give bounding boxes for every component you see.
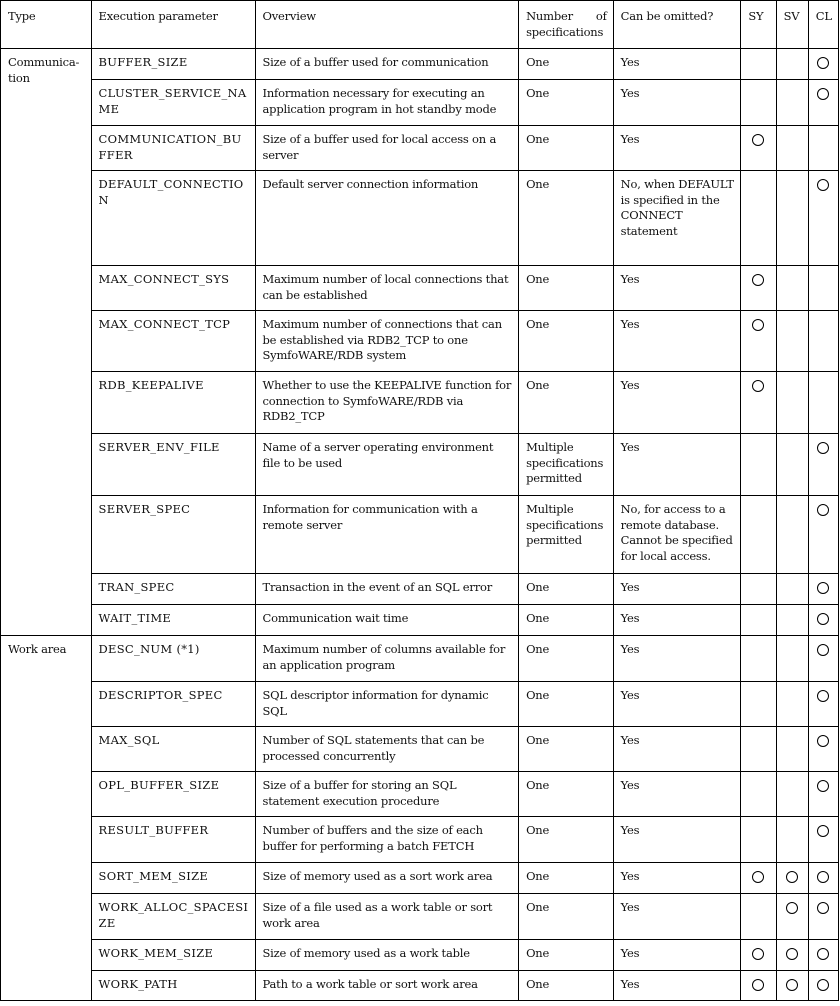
overview-cell: Size of memory used as a work table: [255, 940, 519, 971]
can-be-omitted-cell: Yes: [613, 605, 741, 636]
table-row: [1, 496, 839, 574]
can-be-omitted-cell: Yes: [613, 817, 741, 863]
sy-cell: [741, 772, 776, 817]
can-be-omitted-cell: Yes: [613, 863, 741, 894]
number-of-specifications-cell: One: [519, 772, 614, 817]
cl-cell: [808, 80, 838, 126]
overview-cell: Size of a buffer used for communication: [255, 49, 519, 80]
sv-cell: [776, 605, 808, 636]
parameter-cell: DESCRIPTOR_SPEC: [91, 682, 255, 727]
can-be-omitted-cell: Yes: [613, 49, 741, 80]
can-be-omitted-cell: Yes: [613, 971, 741, 1001]
header-overview: Overview: [255, 1, 519, 49]
sy-cell: [741, 863, 776, 894]
circle-mark-icon: [817, 948, 829, 960]
cl-cell: [808, 311, 838, 372]
can-be-omitted-cell: No, for access to a remote database. Cannot be specified for local access.: [613, 496, 741, 574]
table-row: [1, 971, 839, 1001]
header-row: [1, 1, 839, 49]
overview-cell: Path to a work table or sort work area: [255, 971, 519, 1001]
circle-mark-icon: [817, 979, 829, 991]
circle-mark-icon: [817, 780, 829, 792]
sv-cell: [776, 126, 808, 171]
cl-cell: [808, 605, 838, 636]
circle-mark-icon: [752, 319, 764, 331]
header-cl: CL: [808, 1, 838, 49]
parameter-cell: OPL_BUFFER_SIZE: [91, 772, 255, 817]
cl-cell: [808, 863, 838, 894]
sv-cell: [776, 636, 808, 682]
number-of-specifications-cell: Multiple specifications permitted: [519, 434, 614, 496]
sv-cell: [776, 574, 808, 605]
sy-cell: [741, 682, 776, 727]
table-row: [1, 605, 839, 636]
circle-mark-icon: [752, 979, 764, 991]
sy-cell: [741, 434, 776, 496]
table-row: [1, 863, 839, 894]
sv-cell: [776, 434, 808, 496]
parameter-cell: RDB_KEEPALIVE: [91, 372, 255, 434]
overview-cell: Size of a buffer for storing an SQL statement execution procedure: [255, 772, 519, 817]
parameter-cell: BUFFER_SIZE: [91, 49, 255, 80]
circle-mark-icon: [817, 902, 829, 914]
sv-cell: [776, 171, 808, 266]
can-be-omitted-cell: Yes: [613, 574, 741, 605]
overview-cell: SQL descriptor information for dynamic SQL: [255, 682, 519, 727]
table-row: [1, 894, 839, 940]
sy-cell: [741, 126, 776, 171]
sy-cell: [741, 605, 776, 636]
circle-mark-icon: [817, 57, 829, 69]
number-of-specifications-cell: One: [519, 311, 614, 372]
can-be-omitted-cell: Yes: [613, 266, 741, 311]
cl-cell: [808, 49, 838, 80]
overview-cell: Maximum number of connections that can be established via RDB2_TCP to one SymfoWARE/RDB system: [255, 311, 519, 372]
cl-cell: [808, 727, 838, 772]
parameter-cell: SORT_MEM_SIZE: [91, 863, 255, 894]
overview-cell: Information necessary for executing an application program in hot standby mode: [255, 80, 519, 126]
table-row: [1, 636, 839, 682]
table-row: [1, 49, 839, 80]
cl-cell: [808, 126, 838, 171]
can-be-omitted-cell: Yes: [613, 80, 741, 126]
table-row: [1, 682, 839, 727]
parameter-cell: SERVER_SPEC: [91, 496, 255, 574]
sy-cell: [741, 971, 776, 1001]
number-of-specifications-cell: One: [519, 80, 614, 126]
circle-mark-icon: [817, 825, 829, 837]
sv-cell: [776, 772, 808, 817]
cl-cell: [808, 971, 838, 1001]
overview-cell: Whether to use the KEEPALIVE function for connection to SymfoWARE/RDB via RDB2_TCP: [255, 372, 519, 434]
table-row: [1, 940, 839, 971]
cl-cell: [808, 171, 838, 266]
cl-cell: [808, 496, 838, 574]
cl-cell: [808, 772, 838, 817]
sv-cell: [776, 817, 808, 863]
table-row: [1, 266, 839, 311]
circle-mark-icon: [817, 613, 829, 625]
parameter-cell: SERVER_ENV_FILE: [91, 434, 255, 496]
overview-cell: Name of a server operating environment file to be used: [255, 434, 519, 496]
sy-cell: [741, 574, 776, 605]
sv-cell: [776, 80, 808, 126]
parameter-cell: WORK_MEM_SIZE: [91, 940, 255, 971]
number-of-specifications-cell: One: [519, 372, 614, 434]
parameter-cell: RESULT_BUFFER: [91, 817, 255, 863]
sv-cell: [776, 894, 808, 940]
parameter-cell: COMMUNICATION_BUFFER: [91, 126, 255, 171]
circle-mark-icon: [786, 871, 798, 883]
number-of-specifications-cell: One: [519, 605, 614, 636]
sv-cell: [776, 496, 808, 574]
sy-cell: [741, 636, 776, 682]
overview-cell: Default server connection information: [255, 171, 519, 266]
parameter-cell: MAX_CONNECT_SYS: [91, 266, 255, 311]
circle-mark-icon: [817, 690, 829, 702]
number-of-specifications-cell: One: [519, 727, 614, 772]
sv-cell: [776, 49, 808, 80]
sy-cell: [741, 727, 776, 772]
can-be-omitted-cell: Yes: [613, 311, 741, 372]
sv-cell: [776, 863, 808, 894]
can-be-omitted-cell: Yes: [613, 372, 741, 434]
circle-mark-icon: [752, 274, 764, 286]
cl-cell: [808, 894, 838, 940]
number-of-specifications-cell: One: [519, 894, 614, 940]
header-sv: SV: [776, 1, 808, 49]
circle-mark-icon: [786, 979, 798, 991]
circle-mark-icon: [817, 179, 829, 191]
table-row: [1, 126, 839, 171]
type-cell: Communica-tion: [1, 49, 92, 636]
parameter-cell: WAIT_TIME: [91, 605, 255, 636]
overview-cell: Information for communication with a remote server: [255, 496, 519, 574]
cl-cell: [808, 682, 838, 727]
sv-cell: [776, 682, 808, 727]
table-body: [1, 49, 839, 1001]
table-row: [1, 727, 839, 772]
circle-mark-icon: [786, 948, 798, 960]
circle-mark-icon: [817, 871, 829, 883]
table-row: [1, 817, 839, 863]
number-of-specifications-cell: One: [519, 171, 614, 266]
sv-cell: [776, 727, 808, 772]
circle-mark-icon: [752, 948, 764, 960]
parameter-cell: WORK_PATH: [91, 971, 255, 1001]
parameter-cell: WORK_ALLOC_SPACESIZE: [91, 894, 255, 940]
sy-cell: [741, 49, 776, 80]
sy-cell: [741, 817, 776, 863]
table-row: [1, 372, 839, 434]
can-be-omitted-cell: Yes: [613, 894, 741, 940]
sv-cell: [776, 372, 808, 434]
can-be-omitted-cell: Yes: [613, 940, 741, 971]
cl-cell: [808, 817, 838, 863]
number-of-specifications-cell: One: [519, 49, 614, 80]
number-of-specifications-cell: One: [519, 863, 614, 894]
can-be-omitted-cell: No, when DEFAULT is specified in the CONNECT statement: [613, 171, 741, 266]
circle-mark-icon: [817, 582, 829, 594]
circle-mark-icon: [752, 871, 764, 883]
header-can-be-omitted: Can be omitted?: [613, 1, 741, 49]
sv-cell: [776, 971, 808, 1001]
header-sy: SY: [741, 1, 776, 49]
cl-cell: [808, 266, 838, 311]
circle-mark-icon: [817, 88, 829, 100]
sy-cell: [741, 372, 776, 434]
cl-cell: [808, 434, 838, 496]
overview-cell: Maximum number of local connections that can be established: [255, 266, 519, 311]
number-of-specifications-cell: Multiple specifications permitted: [519, 496, 614, 574]
sy-cell: [741, 311, 776, 372]
number-of-specifications-cell: One: [519, 971, 614, 1001]
number-of-specifications-cell: One: [519, 266, 614, 311]
cl-cell: [808, 636, 838, 682]
overview-cell: Number of SQL statements that can be processed concurrently: [255, 727, 519, 772]
header-number-of-specifications: Number of specifications: [519, 1, 614, 49]
circle-mark-icon: [817, 442, 829, 454]
circle-mark-icon: [752, 380, 764, 392]
number-of-specifications-cell: One: [519, 574, 614, 605]
header-type: Type: [1, 1, 92, 49]
sy-cell: [741, 894, 776, 940]
overview-cell: Size of a file used as a work table or sort work area: [255, 894, 519, 940]
parameter-cell: MAX_CONNECT_TCP: [91, 311, 255, 372]
circle-mark-icon: [752, 134, 764, 146]
can-be-omitted-cell: Yes: [613, 434, 741, 496]
can-be-omitted-cell: Yes: [613, 772, 741, 817]
can-be-omitted-cell: Yes: [613, 636, 741, 682]
can-be-omitted-cell: Yes: [613, 126, 741, 171]
parameter-cell: DESC_NUM (*1): [91, 636, 255, 682]
overview-cell: Size of memory used as a sort work area: [255, 863, 519, 894]
number-of-specifications-cell: One: [519, 940, 614, 971]
parameter-cell: CLUSTER_SERVICE_NAME: [91, 80, 255, 126]
type-cell: Work area: [1, 636, 92, 1001]
number-of-specifications-cell: One: [519, 682, 614, 727]
overview-cell: Size of a buffer used for local access on a server: [255, 126, 519, 171]
sv-cell: [776, 311, 808, 372]
table-row: [1, 574, 839, 605]
parameter-cell: MAX_SQL: [91, 727, 255, 772]
number-of-specifications-cell: One: [519, 126, 614, 171]
table-row: [1, 80, 839, 126]
overview-cell: Number of buffers and the size of each buffer for performing a batch FETCH: [255, 817, 519, 863]
cl-cell: [808, 940, 838, 971]
sy-cell: [741, 266, 776, 311]
sy-cell: [741, 940, 776, 971]
sv-cell: [776, 940, 808, 971]
parameter-cell: DEFAULT_CONNECTION: [91, 171, 255, 266]
sy-cell: [741, 80, 776, 126]
cl-cell: [808, 574, 838, 605]
number-of-specifications-cell: One: [519, 817, 614, 863]
cl-cell: [808, 372, 838, 434]
circle-mark-icon: [817, 644, 829, 656]
overview-cell: Transaction in the event of an SQL error: [255, 574, 519, 605]
sy-cell: [741, 171, 776, 266]
can-be-omitted-cell: Yes: [613, 727, 741, 772]
table-row: [1, 772, 839, 817]
sy-cell: [741, 496, 776, 574]
number-of-specifications-cell: One: [519, 636, 614, 682]
table-row: [1, 434, 839, 496]
header-execution-parameter: Execution parameter: [91, 1, 255, 49]
can-be-omitted-cell: Yes: [613, 682, 741, 727]
circle-mark-icon: [786, 902, 798, 914]
circle-mark-icon: [817, 504, 829, 516]
sv-cell: [776, 266, 808, 311]
circle-mark-icon: [817, 735, 829, 747]
parameter-cell: TRAN_SPEC: [91, 574, 255, 605]
table-row: [1, 311, 839, 372]
overview-cell: Communication wait time: [255, 605, 519, 636]
overview-cell: Maximum number of columns available for an application program: [255, 636, 519, 682]
table-row: [1, 171, 839, 266]
